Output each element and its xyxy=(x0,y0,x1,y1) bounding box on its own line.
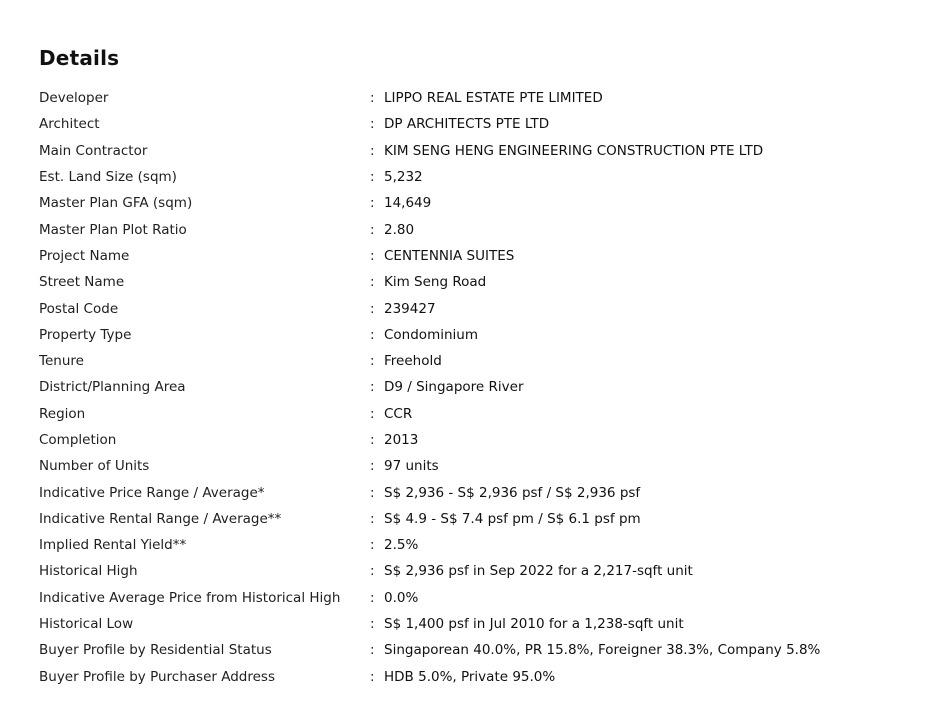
detail-value: S$ 2,936 psf in Sep 2022 for a 2,217-sqft unit xyxy=(384,563,693,580)
detail-value: Kim Seng Road xyxy=(384,274,487,291)
detail-label: Street Name xyxy=(39,274,125,291)
detail-value: Freehold xyxy=(384,353,442,370)
detail-separator: : xyxy=(370,510,375,527)
detail-label: Tenure xyxy=(39,353,84,370)
detail-row-architect xyxy=(39,111,919,137)
detail-row-district xyxy=(39,374,919,400)
detail-separator: : xyxy=(370,169,375,186)
detail-value: 2.5% xyxy=(384,537,419,554)
detail-label: Region xyxy=(39,405,86,422)
detail-value: 239427 xyxy=(384,300,436,317)
detail-separator: : xyxy=(370,90,375,107)
detail-row-plot-ratio xyxy=(39,216,919,242)
detail-value: HDB 5.0%, Private 95.0% xyxy=(384,668,556,685)
detail-label: Postal Code xyxy=(39,300,119,317)
detail-separator: : xyxy=(370,616,375,633)
detail-row-avg-from-high xyxy=(39,585,919,611)
detail-separator: : xyxy=(370,484,375,501)
detail-label: Completion xyxy=(39,432,117,448)
detail-row-land-size xyxy=(39,164,919,190)
detail-row-tenure xyxy=(39,348,919,374)
detail-separator: : xyxy=(370,300,375,317)
detail-separator: : xyxy=(370,668,375,685)
detail-row-property-type xyxy=(39,322,919,348)
detail-row-historical-high xyxy=(39,558,919,584)
detail-label: Indicative Average Price from Historical High xyxy=(39,589,341,606)
detail-row-price-range xyxy=(39,479,919,505)
detail-row-rental-yield xyxy=(39,532,919,558)
detail-label: Indicative Rental Range / Average** xyxy=(39,510,282,527)
detail-separator: : xyxy=(370,432,375,448)
details-heading: Details xyxy=(39,46,120,70)
detail-value: 2013 xyxy=(384,432,419,448)
detail-row-street-name xyxy=(39,269,919,295)
detail-row-gfa xyxy=(39,190,919,216)
detail-separator: : xyxy=(370,195,375,212)
detail-value: 14,649 xyxy=(384,195,432,212)
detail-value: CCR xyxy=(384,405,413,422)
detail-value: Condominium xyxy=(384,326,478,343)
detail-separator: : xyxy=(370,116,375,133)
detail-value: 5,232 xyxy=(384,169,423,186)
detail-separator: : xyxy=(370,589,375,606)
detail-label: District/Planning Area xyxy=(39,379,186,396)
detail-value: KIM SENG HENG ENGINEERING CONSTRUCTION PTE LTD xyxy=(384,142,764,159)
detail-value: Singaporean 40.0%, PR 15.8%, Foreigner 38.3%, Company 5.8% xyxy=(384,642,821,659)
detail-separator: : xyxy=(370,537,375,554)
detail-label: Indicative Price Range / Average* xyxy=(39,484,265,501)
detail-separator: : xyxy=(370,563,375,580)
detail-separator: : xyxy=(370,142,375,159)
detail-row-completion xyxy=(39,427,919,453)
detail-value: S$ 1,400 psf in Jul 2010 for a 1,238-sqft unit xyxy=(384,616,684,633)
detail-row-rental-range xyxy=(39,506,919,532)
detail-label: Master Plan GFA (sqm) xyxy=(39,195,193,212)
detail-separator: : xyxy=(370,274,375,291)
detail-separator: : xyxy=(370,326,375,343)
detail-label: Buyer Profile by Residential Status xyxy=(39,642,272,659)
detail-label: Master Plan Plot Ratio xyxy=(39,221,187,238)
detail-label: Developer xyxy=(39,90,109,107)
detail-separator: : xyxy=(370,247,375,264)
detail-label: Buyer Profile by Purchaser Address xyxy=(39,668,275,685)
detail-row-historical-low xyxy=(39,611,919,637)
detail-separator: : xyxy=(370,458,375,475)
detail-value: LIPPO REAL ESTATE PTE LIMITED xyxy=(384,90,603,107)
details-list xyxy=(39,85,919,690)
detail-value: 0.0% xyxy=(384,589,419,606)
detail-label: Number of Units xyxy=(39,458,150,475)
detail-label: Historical Low xyxy=(39,616,134,633)
detail-label: Main Contractor xyxy=(39,142,148,159)
detail-separator: : xyxy=(370,405,375,422)
detail-label: Implied Rental Yield** xyxy=(39,537,187,554)
detail-label: Project Name xyxy=(39,247,130,264)
detail-separator: : xyxy=(370,379,375,396)
detail-label: Property Type xyxy=(39,326,132,343)
detail-separator: : xyxy=(370,642,375,659)
detail-label: Architect xyxy=(39,116,100,133)
detail-row-buyer-residential xyxy=(39,637,919,663)
detail-value: S$ 2,936 - S$ 2,936 psf / S$ 2,936 psf xyxy=(384,484,641,501)
detail-label: Est. Land Size (sqm) xyxy=(39,169,177,186)
detail-value: D9 / Singapore River xyxy=(384,379,524,396)
detail-value: 2.80 xyxy=(384,221,415,238)
detail-row-postal-code xyxy=(39,295,919,321)
detail-row-buyer-address xyxy=(39,664,919,690)
detail-value: 97 units xyxy=(384,458,439,475)
detail-row-developer xyxy=(39,85,919,111)
detail-separator: : xyxy=(370,353,375,370)
detail-row-region xyxy=(39,401,919,427)
detail-row-project-name xyxy=(39,243,919,269)
detail-row-main-contractor xyxy=(39,138,919,164)
detail-separator: : xyxy=(370,221,375,238)
detail-value: DP ARCHITECTS PTE LTD xyxy=(384,116,550,133)
detail-value: S$ 4.9 - S$ 7.4 psf pm / S$ 6.1 psf pm xyxy=(384,510,641,527)
detail-value: CENTENNIA SUITES xyxy=(384,247,515,264)
detail-row-units xyxy=(39,453,919,479)
detail-label: Historical High xyxy=(39,563,138,580)
